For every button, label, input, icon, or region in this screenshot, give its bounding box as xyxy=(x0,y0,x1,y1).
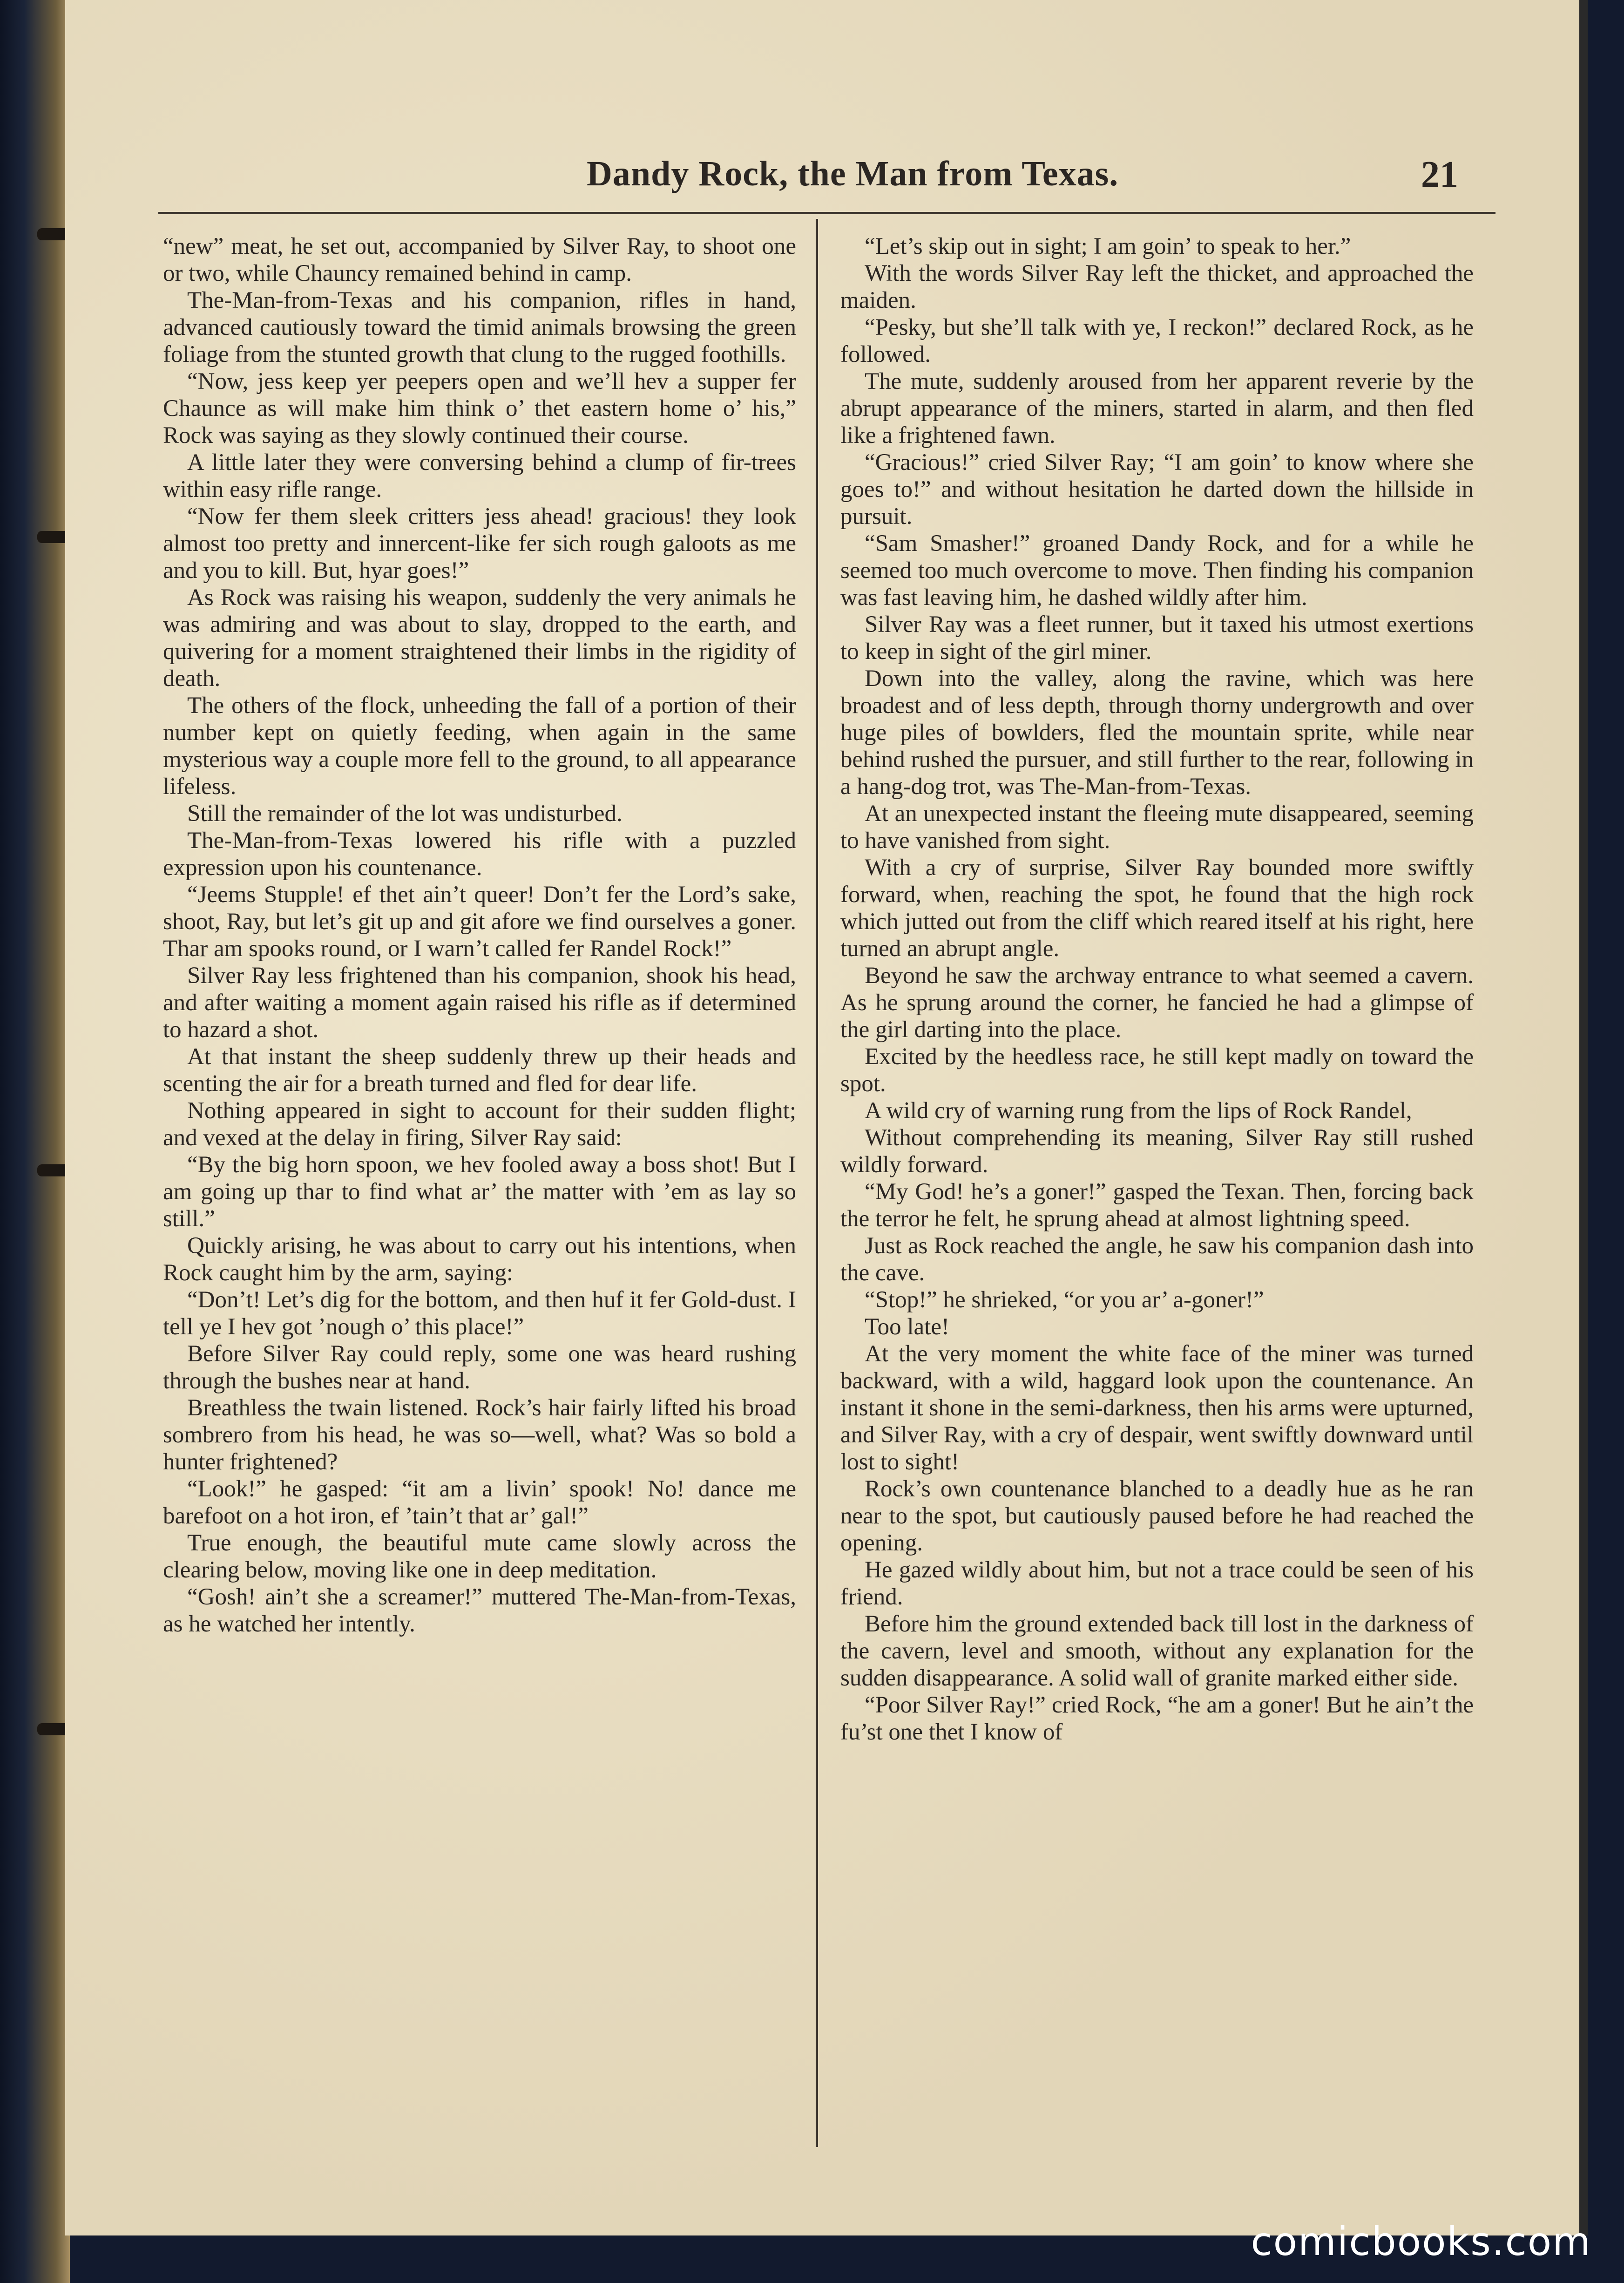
paragraph: At that instant the sheep suddenly threw up their heads and scenting the air for a breath turned and fled for dear life. xyxy=(163,1044,796,1097)
paragraph: Beyond he saw the archway entrance to what seemed a cavern. As he sprung around the corner, he fancied he had a glimpse of the girl darting into the place. xyxy=(840,963,1474,1043)
paragraph: Silver Ray less frightened than his companion, shook his head, and after waiting a moment again raised his rifle as if determined to hazard a shot. xyxy=(163,963,796,1043)
paragraph: “My God! he’s a goner!” gasped the Texan. Then, forcing back the terror he felt, he sprung ahead at almost lightning speed. xyxy=(840,1179,1474,1232)
site-watermark: comicbooks.com xyxy=(1251,2219,1591,2264)
paragraph: True enough, the beautiful mute came slowly across the clearing below, moving like one in deep meditation. xyxy=(163,1530,796,1583)
paragraph: As Rock was raising his weapon, suddenly the very animals he was admiring and was about to slay, dropped to the earth, and quivering for a moment straightened their limbs in the rigidity of death. xyxy=(163,584,796,692)
paragraph: Without comprehending its meaning, Silver Ray still rushed wildly forward. xyxy=(840,1125,1474,1178)
paragraph: “Sam Smasher!” groaned Dandy Rock, and for a while he seemed too much overcome to move. Then finding his companion was fast leaving him, he dashed wildly after him. xyxy=(840,530,1474,611)
paragraph: With a cry of surprise, Silver Ray bounded more swiftly forward, when, reaching the spot, he found that the high rock which jutted out from the cliff which reared itself at his right, here turned an abrupt angle. xyxy=(840,855,1474,962)
paragraph: “Let’s skip out in sight; I am goin’ to speak to her.” xyxy=(865,233,1351,259)
paragraph: Rock’s own countenance blanched to a deadly hue as he ran near to the spot, but cautiously paused before he had reached the opening. xyxy=(840,1476,1474,1556)
paragraph: At the very moment the white face of the miner was turned backward, with a wild, haggard look upon the countenance. An instant it shone in the semi-darkness, then his arms were upturned, and Silver Ray, with a cry of despair, went swiftly downward until lost to sight! xyxy=(840,1341,1474,1475)
book-spine xyxy=(0,0,70,2283)
paragraph: Nothing appeared in sight to account for their sudden flight; and vexed at the delay in firing, Silver Ray said: xyxy=(163,1098,796,1151)
paragraph: He gazed wildly about him, but not a trace could be seen of his friend. xyxy=(840,1557,1474,1610)
paragraph: At an unexpected instant the fleeing mute disappeared, seeming to have vanished from sight. xyxy=(840,801,1474,854)
column-divider xyxy=(816,219,818,2147)
paragraph: The-Man-from-Texas and his companion, rifles in hand, advanced cautiously toward the timid animals browsing the green foliage from the stunted growth that clung to the rugged foothills. xyxy=(163,287,796,367)
paragraph: “new” meat, he set out, accompanied by Silver Ray, to shoot one or two, while Chauncy remained behind in camp. xyxy=(163,233,796,286)
paragraph: “Gracious!” cried Silver Ray; “I am goin’ to know where she goes to!” and without hesitation he darted down the hillside in pursuit. xyxy=(840,449,1474,530)
paragraph: A wild cry of warning rung from the lips of Rock Randel, xyxy=(865,1098,1412,1124)
paragraph: Just as Rock reached the angle, he saw his companion dash into the cave. xyxy=(840,1233,1474,1286)
header-rule xyxy=(158,212,1495,214)
paragraph: “By the big horn spoon, we hev fooled away a boss shot! But I am going up thar to find what ar’ the matter with ’em as lay so still.” xyxy=(163,1152,796,1232)
paragraph: The others of the flock, unheeding the fall of a portion of their number kept on quietly feeding, when again in the same mysterious way a couple more fell to the ground, to all appearance lifeless. xyxy=(163,693,796,800)
paragraph: “Look!” he gasped: “it am a livin’ spook! No! dance me barefoot on a hot iron, ef ’tain’t that ar’ gal!” xyxy=(163,1476,796,1529)
paragraph: Before Silver Ray could reply, some one was heard rushing through the bushes near at hand. xyxy=(163,1341,796,1394)
paragraph: Still the remainder of the lot was undisturbed. xyxy=(187,801,623,827)
left-column xyxy=(163,233,796,1638)
paragraph: “Pesky, but she’ll talk with ye, I reckon!” declared Rock, as he followed. xyxy=(840,314,1474,367)
paragraph: Excited by the heedless race, he still kept madly on toward the spot. xyxy=(840,1044,1474,1097)
paragraph: With the words Silver Ray left the thicket, and approached the maiden. xyxy=(840,260,1474,313)
paragraph: Before him the ground extended back till lost in the darkness of the cavern, level and smooth, without any explanation for the sudden disappearance. A solid wall of granite marked either side. xyxy=(840,1611,1474,1691)
page-number: 21 xyxy=(1421,154,1458,195)
running-title: Dandy Rock, the Man from Texas. xyxy=(587,154,1119,193)
paragraph: The mute, suddenly aroused from her apparent reverie by the abrupt appearance of the miners, started in alarm, and then fled like a frightened fawn. xyxy=(840,368,1474,448)
paragraph: “Gosh! ain’t she a screamer!” muttered The-Man-from-Texas, as he watched her intently. xyxy=(163,1584,796,1637)
right-column xyxy=(840,233,1474,1746)
paragraph: “Now fer them sleek critters jess ahead! gracious! they look almost too pretty and innercent-like fer sich rough galoots as me and you to kill. But, hyar goes!” xyxy=(163,503,796,584)
paragraph: A little later they were conversing behind a clump of fir-trees within easy rifle range. xyxy=(163,449,796,503)
page xyxy=(65,0,1588,2235)
paragraph: Silver Ray was a fleet runner, but it taxed his utmost exertions to keep in sight of the girl miner. xyxy=(840,612,1474,665)
paragraph: “Don’t! Let’s dig for the bottom, and then huf it fer Gold-dust. I tell ye I hev got ’nough o’ this place!” xyxy=(163,1287,796,1340)
paragraph: Quickly arising, he was about to carry out his intentions, when Rock caught him by the arm, saying: xyxy=(163,1233,796,1286)
paragraph: “Jeems Stupple! ef thet ain’t queer! Don’t fer the Lord’s sake, shoot, Ray, but let’s git up and git afore we find ourselves a goner. Thar am spooks round, or I warn’t called fer Randel Rock!” xyxy=(163,882,796,962)
paragraph: “Now, jess keep yer peepers open and we’ll hev a supper fer Chaunce as will make him think o’ thet eastern home o’ his,” Rock was saying as they slowly continued their course. xyxy=(163,368,796,448)
page-header xyxy=(168,154,1486,210)
paragraph: The-Man-from-Texas lowered his rifle with a puzzled expression upon his countenance. xyxy=(163,828,796,881)
paragraph: Too late! xyxy=(865,1314,949,1340)
paragraph: Breathless the twain listened. Rock’s hair fairly lifted his broad sombrero from his head, he was so—well, what? Was so bold a hunter frightened? xyxy=(163,1395,796,1475)
paragraph: “Poor Silver Ray!” cried Rock, “he am a goner! But he ain’t the fu’st one thet I know of xyxy=(840,1692,1474,1745)
paragraph: “Stop!” he shrieked, “or you ar’ a-goner!” xyxy=(865,1287,1264,1313)
paragraph: Down into the valley, along the ravine, which was here broadest and of less depth, through thorny undergrowth and over huge piles of bowlders, fled the mountain sprite, while near behind rushed the pursuer, and still further to the rear, following in a hang-dog trot, was The-Man-from-Texas. xyxy=(840,666,1474,800)
